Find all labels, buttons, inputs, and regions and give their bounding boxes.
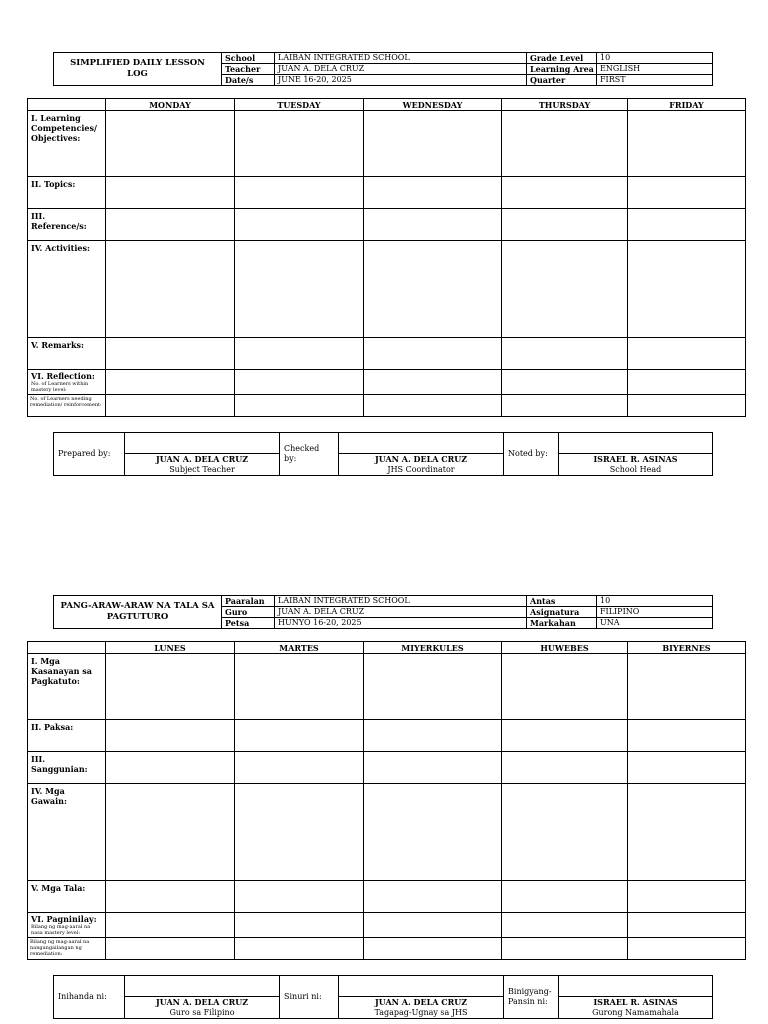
cell[interactable] xyxy=(364,111,502,177)
remarks-label: V. Mga Tala: xyxy=(28,881,106,913)
cell[interactable] xyxy=(106,938,235,960)
cell[interactable] xyxy=(106,752,235,784)
objectives-row xyxy=(28,654,746,720)
quarter-label: Markahan xyxy=(527,618,597,629)
day-header: THURSDAY xyxy=(502,99,628,111)
topics-row xyxy=(28,720,746,752)
corner-cell xyxy=(28,99,106,111)
school-value[interactable]: LAIBAN INTEGRATED SCHOOL xyxy=(275,53,527,64)
teacher-label: Teacher xyxy=(222,64,275,75)
learning-area-value[interactable]: ENGLISH xyxy=(597,64,713,75)
learning-area-label: Asignatura xyxy=(527,607,597,618)
cell[interactable] xyxy=(628,913,746,938)
references-row xyxy=(28,209,746,241)
quarter-label: Quarter xyxy=(527,75,597,86)
cell[interactable] xyxy=(235,338,364,370)
cell[interactable] xyxy=(106,241,235,338)
form-title: PANG-ARAW-ARAW NA TALA SA PAGTUTURO xyxy=(54,596,222,629)
signature-blank-row xyxy=(54,976,713,997)
cell[interactable] xyxy=(364,913,502,938)
lesson-log-english xyxy=(0,0,768,500)
cell[interactable] xyxy=(502,938,628,960)
cell[interactable] xyxy=(106,111,235,177)
cell[interactable] xyxy=(628,241,746,338)
cell[interactable] xyxy=(502,177,628,209)
corner-cell xyxy=(28,642,106,654)
cell[interactable] xyxy=(235,395,364,417)
header-row xyxy=(54,596,713,607)
cell[interactable] xyxy=(235,209,364,241)
cell[interactable] xyxy=(502,752,628,784)
day-header: MARTES xyxy=(235,642,364,654)
reflection-remediation-label: No. of Learners needing remediation/ reinforcement: xyxy=(28,395,106,417)
cell[interactable] xyxy=(235,370,364,395)
cell[interactable] xyxy=(628,111,746,177)
header-box xyxy=(53,595,713,629)
cell[interactable] xyxy=(502,370,628,395)
prepared-by-name: JUAN A. DELA CRUZ xyxy=(125,454,280,465)
checked-by-role: Tagapag-Ugnay sa JHS xyxy=(339,1008,504,1019)
teacher-value[interactable]: JUAN A. DELA CRUZ xyxy=(275,64,527,75)
signature-role-row xyxy=(54,1008,713,1019)
reflection-label: VI. Pagninilay: xyxy=(31,914,97,924)
checked-by-role: JHS Coordinator xyxy=(339,465,504,476)
cell[interactable] xyxy=(106,395,235,417)
grade-level-value[interactable]: 10 xyxy=(597,596,713,607)
cell[interactable] xyxy=(628,752,746,784)
learning-area-value[interactable]: FILIPINO xyxy=(597,607,713,618)
day-header: FRIDAY xyxy=(628,99,746,111)
prepared-by-name: JUAN A. DELA CRUZ xyxy=(125,997,280,1008)
cell[interactable] xyxy=(628,938,746,960)
school-label: School xyxy=(222,53,275,64)
cell[interactable] xyxy=(364,938,502,960)
cell[interactable] xyxy=(364,881,502,913)
day-header: TUESDAY xyxy=(235,99,364,111)
cell[interactable] xyxy=(106,209,235,241)
cell[interactable] xyxy=(106,177,235,209)
reflection-row-b xyxy=(28,938,746,960)
signature-line[interactable] xyxy=(125,976,280,997)
cell[interactable] xyxy=(364,752,502,784)
cell[interactable] xyxy=(628,395,746,417)
signature-line[interactable] xyxy=(339,976,504,997)
cell[interactable] xyxy=(502,338,628,370)
objectives-label: I. Learning Competencies/ Objectives: xyxy=(28,111,106,177)
references-label: III. Sanggunian: xyxy=(28,752,106,784)
grade-level-label: Grade Level xyxy=(527,53,597,64)
cell[interactable] xyxy=(502,111,628,177)
objectives-label: I. Mga Kasanayan sa Pagkatuto: xyxy=(28,654,106,720)
lesson-grid xyxy=(27,641,746,960)
date-value[interactable]: HUNYO 16-20, 2025 xyxy=(275,618,527,629)
cell[interactable] xyxy=(628,784,746,881)
signature-block xyxy=(53,975,713,1019)
date-value[interactable]: JUNE 16-20, 2025 xyxy=(275,75,527,86)
noted-by-role: School Head xyxy=(559,465,713,476)
activities-label: IV. Mga Gawain: xyxy=(28,784,106,881)
cell[interactable] xyxy=(628,881,746,913)
cell[interactable] xyxy=(235,111,364,177)
checked-by-name: JUAN A. DELA CRUZ xyxy=(339,997,504,1008)
cell[interactable] xyxy=(628,654,746,720)
cell[interactable] xyxy=(106,881,235,913)
reflection-remediation-label: Bilang ng mag-aaral na nangangailangan ng remediation: xyxy=(28,938,106,960)
noted-by-label: Binigyang-Pansin ni: xyxy=(504,976,559,1019)
cell[interactable] xyxy=(106,338,235,370)
reflection-label: VI. Reflection: xyxy=(31,371,95,381)
reflection-mastery-label: Bilang ng mag-aaral na nasa mastery level: xyxy=(31,924,91,936)
topics-label: II. Paksa: xyxy=(28,720,106,752)
prepared-by-label: Inihanda ni: xyxy=(54,976,125,1019)
topics-label: II. Topics: xyxy=(28,177,106,209)
checked-by-name: JUAN A. DELA CRUZ xyxy=(339,454,504,465)
school-label: Paaralan xyxy=(222,596,275,607)
noted-by-name: ISRAEL R. ASINAS xyxy=(559,454,713,465)
reflection-cell xyxy=(28,913,106,938)
cell[interactable] xyxy=(235,177,364,209)
cell[interactable] xyxy=(364,177,502,209)
cell[interactable] xyxy=(628,338,746,370)
cell[interactable] xyxy=(502,654,628,720)
references-row xyxy=(28,752,746,784)
signature-line[interactable] xyxy=(339,433,504,454)
cell[interactable] xyxy=(364,241,502,338)
day-header: LUNES xyxy=(106,642,235,654)
cell[interactable] xyxy=(502,241,628,338)
cell[interactable] xyxy=(502,784,628,881)
cell[interactable] xyxy=(364,654,502,720)
checked-by-label: Sinuri ni: xyxy=(280,976,339,1019)
signature-line[interactable] xyxy=(125,433,280,454)
day-header: MONDAY xyxy=(106,99,235,111)
activities-row xyxy=(28,241,746,338)
school-value[interactable]: LAIBAN INTEGRATED SCHOOL xyxy=(275,596,527,607)
references-label: III. Reference/s: xyxy=(28,209,106,241)
day-header-row xyxy=(28,642,746,654)
quarter-value[interactable]: UNA xyxy=(597,618,713,629)
cell[interactable] xyxy=(364,784,502,881)
cell[interactable] xyxy=(106,654,235,720)
remarks-row xyxy=(28,338,746,370)
reflection-row-a xyxy=(28,913,746,938)
cell[interactable] xyxy=(364,720,502,752)
quarter-value[interactable]: FIRST xyxy=(597,75,713,86)
cell[interactable] xyxy=(502,720,628,752)
cell[interactable] xyxy=(628,209,746,241)
teacher-label: Guro xyxy=(222,607,275,618)
header-box xyxy=(53,52,713,86)
signature-line[interactable] xyxy=(559,976,713,997)
day-header: BIYERNES xyxy=(628,642,746,654)
noted-by-label: Noted by: xyxy=(504,433,559,476)
cell[interactable] xyxy=(106,370,235,395)
cell[interactable] xyxy=(502,913,628,938)
grade-level-label: Antas xyxy=(527,596,597,607)
remarks-label: V. Remarks: xyxy=(28,338,106,370)
cell[interactable] xyxy=(235,241,364,338)
signature-name-row xyxy=(54,454,713,465)
cell[interactable] xyxy=(364,209,502,241)
form-title: SIMPLIFIED DAILY LESSON LOG xyxy=(54,53,222,86)
cell[interactable] xyxy=(235,654,364,720)
header-row xyxy=(54,53,713,64)
signature-block xyxy=(53,432,713,476)
date-label: Date/s xyxy=(222,75,275,86)
remarks-row xyxy=(28,881,746,913)
signature-role-row xyxy=(54,465,713,476)
cell[interactable] xyxy=(106,784,235,881)
topics-row xyxy=(28,177,746,209)
cell[interactable] xyxy=(364,370,502,395)
checked-by-label: Checked by: xyxy=(280,433,339,476)
signature-line[interactable] xyxy=(559,433,713,454)
prepared-by-role: Subject Teacher xyxy=(125,465,280,476)
day-header: HUWEBES xyxy=(502,642,628,654)
cell[interactable] xyxy=(364,395,502,417)
cell[interactable] xyxy=(235,881,364,913)
cell[interactable] xyxy=(235,720,364,752)
activities-row xyxy=(28,784,746,881)
day-header: WEDNESDAY xyxy=(364,99,502,111)
cell[interactable] xyxy=(628,370,746,395)
cell[interactable] xyxy=(502,881,628,913)
day-header: MIYERKULES xyxy=(364,642,502,654)
reflection-mastery-label: No. of Learners within mastery level: xyxy=(31,381,89,393)
learning-area-label: Learning Area xyxy=(527,64,597,75)
reflection-row-a xyxy=(28,370,746,395)
noted-by-name: ISRAEL R. ASINAS xyxy=(559,997,713,1008)
cell[interactable] xyxy=(235,938,364,960)
grade-level-value[interactable]: 10 xyxy=(597,53,713,64)
lesson-log-filipino xyxy=(0,543,768,1024)
cell[interactable] xyxy=(106,720,235,752)
cell[interactable] xyxy=(106,913,235,938)
cell[interactable] xyxy=(628,720,746,752)
signature-name-row xyxy=(54,997,713,1008)
cell[interactable] xyxy=(235,752,364,784)
objectives-row xyxy=(28,111,746,177)
cell[interactable] xyxy=(235,913,364,938)
teacher-value[interactable]: JUAN A. DELA CRUZ xyxy=(275,607,527,618)
signature-blank-row xyxy=(54,433,713,454)
cell[interactable] xyxy=(502,395,628,417)
cell[interactable] xyxy=(235,784,364,881)
cell[interactable] xyxy=(364,338,502,370)
noted-by-role: Gurong Namamahala xyxy=(559,1008,713,1019)
date-label: Petsa xyxy=(222,618,275,629)
cell[interactable] xyxy=(628,177,746,209)
prepared-by-role: Guro sa Filipino xyxy=(125,1008,280,1019)
prepared-by-label: Prepared by: xyxy=(54,433,125,476)
reflection-row-b xyxy=(28,395,746,417)
reflection-cell xyxy=(28,370,106,395)
activities-label: IV. Activities: xyxy=(28,241,106,338)
day-header-row xyxy=(28,99,746,111)
lesson-grid xyxy=(27,98,746,417)
cell[interactable] xyxy=(502,209,628,241)
